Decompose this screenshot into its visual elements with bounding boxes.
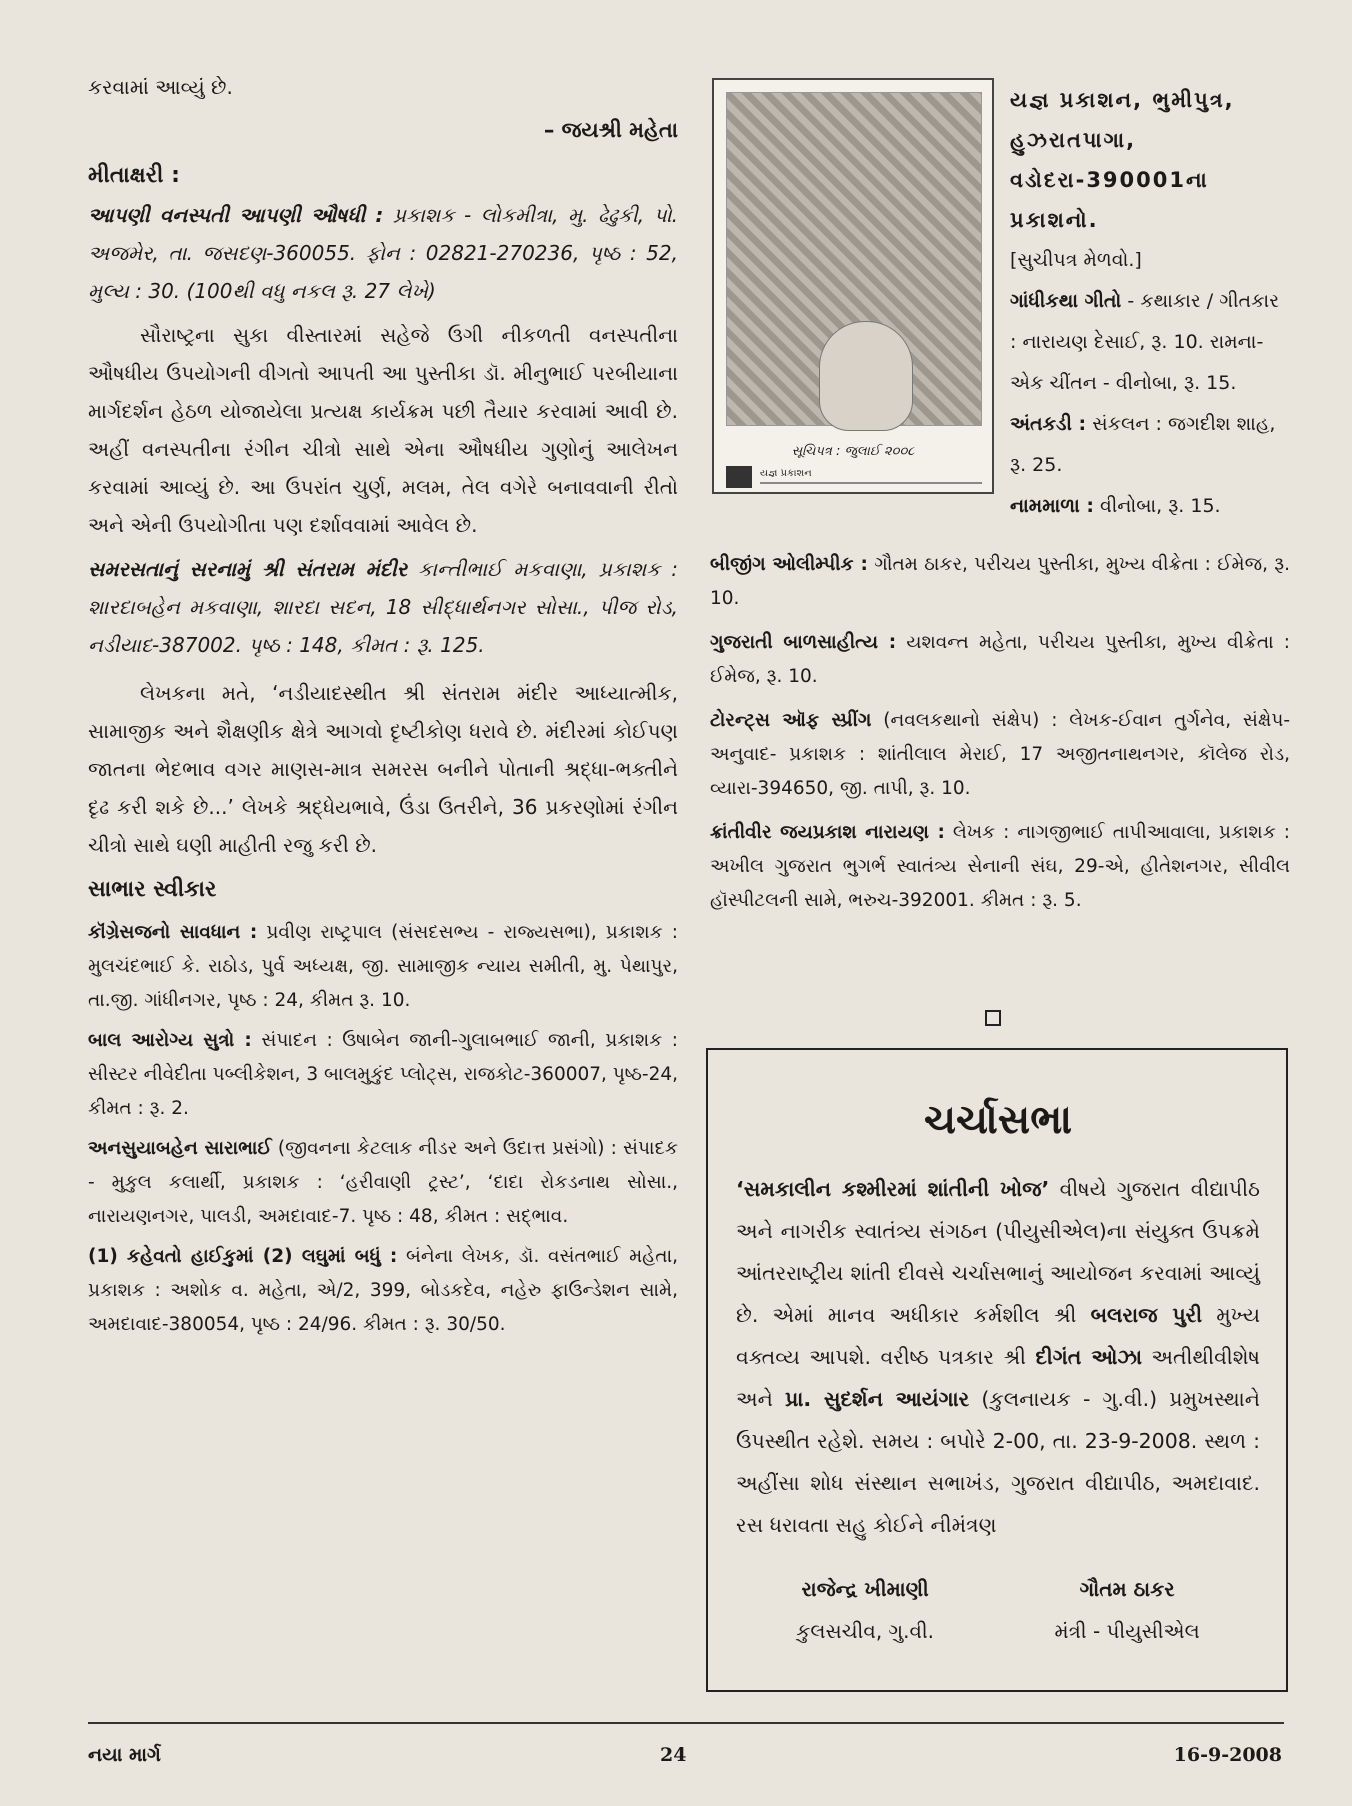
catalog-item	[710, 548, 1290, 616]
section-end-marker-icon	[985, 1010, 1001, 1026]
book-review: સૌરાષ્ટ્રના સુકા વીસ્તારમાં સહેજે ઉગી નીકળતી વનસ્પતીના ઔષધીય ઉપયોગની વીગતો આપતી આ પુસ્તીકા ડૉ. મીનુભાઈ પરબીયાના માર્ગદર્શન હેઠળ યોજાયેલા પ્રત્યક્ષ કાર્યક્રમ પછી તૈયાર કરવામાં આવી છે. અહીં વનસ્પતીના રંગીન ચીત્રો સાથે એના ઔષધીય ગુણોનું આલેખન કરવામાં આવ્યું છે. આ ઉપરાંત ચુર્ણ, મલમ, તેલ વગેરે બનાવવાની રીતો અને એની ઉપયોગીતા પણ દર્શાવવામાં આવેલ છે.	[88, 323, 678, 537]
ack-details: (જીવનના કેટલાક નીડર અને ઉદાત્ત પ્રસંગો) : સંપાદક - મુકુલ કલાર્થી, પ્રકાશક : ‘હરીવાણી ટ્રસ્ટ’, ‘દાદા રોકડનાથ સોસા., નારાયણનગર, પાલડી, અમદાવાદ-7. પૃષ્ઠ : 48, કીમત : સદ્‌ભાવ.	[88, 1138, 678, 1227]
catalog-item-details: વીનોબા, રૂ. 15.	[1100, 495, 1221, 517]
catalog-item	[1010, 404, 1290, 486]
continuation-text: કરવામાં આવ્યું છે.	[88, 75, 233, 99]
footer-date: 16-9-2008	[1173, 1744, 1282, 1766]
notice-chair-name: પ્રા. સુદર્શન આયંગાર	[785, 1387, 970, 1411]
ack-title: (1) કહેવતો હાઈકુમાં (2) લઘુમાં બધું :	[88, 1246, 398, 1267]
catalog-item	[710, 626, 1290, 694]
cover-portrait	[819, 321, 913, 431]
cover-publisher-mark: યજ્ઞ પ્રકાશન	[760, 468, 812, 479]
cover-address-line	[760, 482, 982, 484]
signatory	[796, 1568, 934, 1652]
book-entry	[88, 196, 678, 310]
catalog-item	[710, 816, 1290, 918]
catalog-item-details: યશવન્ત મહેતા, પરીચય પુસ્તીકા, મુખ્ય વીક્રેતા : ઈમેજ, રૂ. 10.	[710, 632, 1291, 687]
catalog-item-title: ગાંધીકથા ગીતો	[1010, 290, 1122, 312]
notice-guest-name: દીગંત ઓઝા	[1035, 1345, 1143, 1369]
publisher-line: યજ્ઞ પ્રકાશન, ભુમીપુત્ર, હુઝરાતપાગા, વડોદરા-390001ના પ્રકાશનો.	[1010, 88, 1235, 232]
ack-entry	[88, 916, 678, 1018]
catalog-note: [સુચીપત્ર મેળવો.]	[1010, 249, 1142, 271]
signatory-name: રાજેન્દ્ર ખીમાણી	[801, 1577, 929, 1601]
catalog-item-details: ગૌતમ ઠાકર, પરીચય પુસ્તીકા, મુખ્ય વીક્રેતા : ઈમેજ, રૂ. 10.	[710, 554, 1290, 609]
notice-title: ચર્ચાસભા	[924, 1097, 1072, 1143]
publisher-logo-icon	[726, 466, 752, 488]
notice-text: વીષયે ગુજરાત વીદ્યાપીઠ અને નાગરીક સ્વાતંત્ર્ય સંગઠન (પીયુસીએલ)ના સંયુક્ત ઉપક્રમે આંતરરાષ્ટ્રીય શાંતી દીવસે ચર્ચાસભાનું આયોજન કરવામાં આવ્યું છે. એમાં માનવ અધીકાર કર્મશીલ શ્રી	[736, 1177, 1260, 1327]
section-heading-sabhar-svikar: સાભાર સ્વીકાર	[88, 877, 217, 902]
signatory-name: ગૌતમ ઠાકર	[1079, 1577, 1175, 1601]
book-entry	[88, 550, 678, 664]
notice-signatories	[736, 1568, 1260, 1652]
book-details: કાન્તીભાઈ મકવાણા, પ્રકાશક : શારદાબહેન મકવાણા, શારદા સદન, 18 સીદ્ધાર્થનગર સોસા., પીજ રોડ, નડીયાદ-387002. પૃષ્ઠ : 148, કીમત : રૂ. 125.	[88, 557, 678, 657]
notice-text: (કુલનાયક - ગુ.વી.) પ્રમુખસ્થાને ઉપસ્થીત રહેશે. સમય : બપોરે 2-00, તા. 23-9-2008. સ્થળ : અહીંસા શોધ સંસ્થાન સભાખંડ, ગુજરાત વીદ્યાપીઠ, અમદાવાદ. રસ ધરાવતા સહુ કોઈને નીમંત્રણ	[736, 1387, 1260, 1537]
event-notice-box	[706, 1048, 1288, 1692]
notice-topic: ‘સમકાલીન કશ્મીરમાં શાંતીની ખોજ’	[736, 1177, 1050, 1201]
footer-page-number: 24	[660, 1744, 687, 1766]
signatory-role: મંત્રી - પીયુસીએલ	[1054, 1619, 1200, 1643]
ack-entry	[88, 1240, 678, 1342]
catalog-item-details: - કથાકાર / ગીતકાર : નારાયણ દેસાઈ, રૂ. 10. રામના-એક ચીંતન - વીનોબા, રૂ. 15.	[1010, 290, 1280, 394]
right-column-list	[710, 548, 1290, 918]
catalog-item-title: ટોરન્ટ્સ ઑફ સ્પ્રીંગ	[710, 710, 872, 731]
ack-title: કૉંગ્રેસજનો સાવધાન :	[88, 922, 258, 943]
catalog-item	[710, 704, 1290, 806]
ack-title: અનસુયાબહેન સારાભાઈ	[88, 1138, 272, 1159]
catalog-item-details: સંકલન : જગદીશ શાહ, રૂ. 25.	[1010, 413, 1276, 476]
catalog-item-details: લેખક : નાગજીભાઈ તાપીઆવાલા, પ્રકાશક : અખીલ ગુજરાત ભુગર્ભ સ્વાતંત્ર્ય સેનાની સંઘ, 29-એ, હીતેશનગર, સીવીલ હૉસ્પીટલની સામે, ભરુચ-392001. કીમત : રૂ. 5.	[710, 822, 1290, 911]
footer-magazine-name: નયા માર્ગ	[88, 1744, 161, 1766]
catalog-item-title: નામમાળા :	[1010, 495, 1094, 517]
book-review: લેખકના મતે, ‘નડીયાદસ્થીત શ્રી સંતરામ મંદીર આધ્યાત્મીક, સામાજીક અને શૈક્ષણીક ક્ષેત્રે આગવો દૃષ્ટીકોણ ધરાવે છે. મંદીરમાં કોઈપણ જાતના ભેદભાવ વગર માણસ-માત્ર સમરસ બનીને પોતાની શ્રદ્ધા-ભક્તીને દૃઢ કરી શકે છે...’ લેખકે શ્રદ્ધેયભાવે, ઉંડા ઉતરીને, 36 પ્રકરણોમાં રંગીન ચીત્રો સાથે ઘણી માહીતી રજુ કરી છે.	[88, 681, 678, 857]
catalog-item-title: અંતકડી :	[1010, 413, 1087, 435]
book-details: પ્રકાશક - લોકમીત્રા, મુ. ઢેઢુકી, પો. અજમેર, તા. જસદણ-360055. ફોન : 02821-270236, પૃષ્ઠ : 52, મુલ્ય : 30. (100થી વધુ નકલ રૂ. 27 લેખે)	[88, 203, 679, 303]
right-top-text	[1010, 80, 1290, 527]
left-column	[88, 68, 678, 1342]
ack-details: પ્રવીણ રાષ્ટ્રપાલ (સંસદસભ્ય - રાજ્યસભા), પ્રકાશક : મુલચંદભાઈ કે. રાઠોડ, પુર્વ અધ્યક્ષ, જી. સામાજીક ન્યાય સમીતી, મુ. પેથાપુર, તા.જી. ગાંધીનગર, પૃષ્ઠ : 24, કીમત રૂ. 10.	[88, 922, 678, 1011]
ack-entry	[88, 1132, 678, 1234]
cover-collage	[726, 92, 982, 426]
book-title: સમરસતાનું સરનામું શ્રી સંતરામ મંદીર	[88, 557, 408, 581]
signatory	[1054, 1568, 1199, 1652]
signatory-role: કુલસચીવ, ગુ.વી.	[796, 1619, 935, 1643]
notice-body	[736, 1168, 1260, 1546]
ack-details: બંનેના લેખક, ડૉ. વસંતભાઈ મહેતા, પ્રકાશક : અશોક વ. મહેતા, એ/2, 399, બોડકદેવ, નહેરુ ફાઉન્ડેશન સામે, અમદાવાદ-380054, પૃષ્ઠ : 24/96. કીમત : રૂ. 30/50.	[88, 1246, 678, 1335]
catalog-cover-image	[712, 78, 994, 494]
cover-date-caption: સૂચિપત્ર : જુલાઈ ૨૦૦૮	[791, 444, 915, 459]
book-title: આપણી વનસ્પતી આપણી ઔષધી :	[88, 203, 384, 227]
ack-title: બાલ આરોગ્ય સુત્રો :	[88, 1030, 252, 1051]
notice-speaker-name: બલરાજ પુરી	[1090, 1303, 1203, 1327]
catalog-item-title: બીજીંગ ઓલીમ્પીક :	[710, 554, 868, 575]
article-author: – જયશ્રી મહેતા	[543, 118, 678, 142]
catalog-item-title: ગુજરાતી બાળસાહીત્ય :	[710, 632, 897, 653]
section-heading-mitakshari: મીતાક્ષરી :	[88, 163, 180, 188]
catalog-item-title: ક્રાંતીવીર જયપ્રકાશ નારાયણ :	[710, 822, 945, 843]
catalog-item	[1010, 281, 1290, 404]
notice-text: મુખ્ય વક્તવ્ય આપશે. વરીષ્ઠ પત્રકાર શ્રી	[736, 1303, 1260, 1369]
ack-details: સંપાદન : ઉષાબેન જાની-ગુલાબભાઈ જાની, પ્રકાશક : સીસ્ટર નીવેદીતા પબ્લીકેશન, 3 બાલમુકુંદ પ્લોટ્સ, રાજકોટ-360007, પૃષ્ઠ-24, કીમત : રૂ. 2.	[88, 1030, 678, 1119]
catalog-item	[1010, 486, 1290, 527]
notice-text: અતીથીવીશેષ અને	[736, 1345, 1260, 1411]
catalog-item-details: (નવલકથાનો સંક્ષેપ) : લેખક-ઈવાન તુર્ગનેવ, સંક્ષેપ-અનુવાદ- પ્રકાશક : શાંતીલાલ મેરાઈ, 17 અજીતનાથનગર, કૉલેજ રોડ, વ્યારા-394650, જી. તાપી, રૂ. 10.	[710, 710, 1290, 799]
footer-divider	[88, 1722, 1284, 1724]
ack-entry	[88, 1024, 678, 1126]
